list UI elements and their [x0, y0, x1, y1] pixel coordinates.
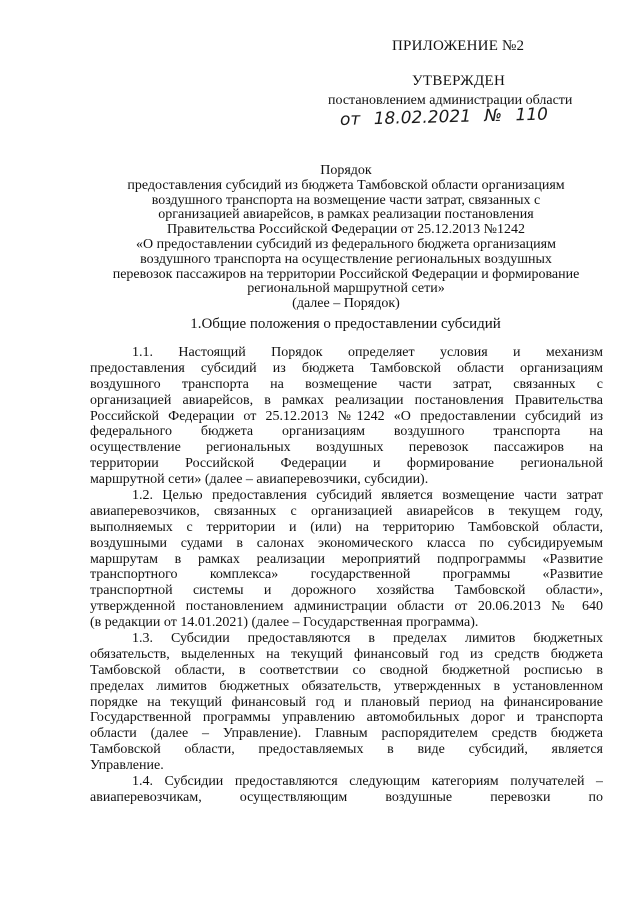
- paragraph-1-2: [90, 488, 603, 631]
- text-line: порядке на текущий финансовый год и плановый период на финансирование: [90, 694, 603, 710]
- title-line: Порядок: [320, 163, 372, 178]
- title-line: Правительства Российской Федерации от 25.12.2013 №1242: [166, 222, 525, 238]
- date-prefix: от: [339, 109, 361, 130]
- title-line: перевозок пассажиров на территории Российской Федерации и формирование: [112, 266, 580, 282]
- document-body: [90, 345, 603, 806]
- text-line: обязательств, выделенных на текущий финансовый год из средств бюджета: [90, 646, 603, 662]
- text-line: осуществление региональных воздушных перевозок пассажиров на: [90, 440, 603, 456]
- text-line: предоставления субсидий из бюджета Тамбовской области организациям: [90, 360, 603, 376]
- document-title: [86, 164, 606, 312]
- title-line: организацией авиарейсов, в рамках реализации постановления: [158, 207, 534, 223]
- text-line: Управление.: [90, 758, 164, 774]
- text-line: (в редакции от 14.01.2021) (далее – Государственная программа).: [90, 615, 479, 631]
- text-line: маршрутам в рамках реализации мероприятий подпрограммы «Развитие: [90, 551, 603, 567]
- text-line: авиаперевозчиков, связанных с организацией авиарейсов в текущем году,: [90, 503, 603, 519]
- title-line: «О предоставлении субсидий из федерального бюджета организациям: [136, 236, 556, 252]
- text-line: Российской Федерации от 25.12.2013 №1242 «О предоставлении субсидий из: [90, 408, 603, 424]
- text-line: авиаперевозчикам, осуществляющим воздушные перевозки по: [90, 789, 603, 805]
- annex-label: ПРИЛОЖЕНИЕ №2: [392, 38, 525, 54]
- decree-number: 110: [515, 104, 549, 126]
- text-line: организацией авиарейсов, в рамках реализации постановления Правительства: [90, 392, 603, 408]
- paragraph-1-3: [90, 631, 603, 774]
- text-line: 1.2. Целью предоставления субсидий является возмещение части затрат: [132, 488, 603, 504]
- text-line: 1.3. Субсидии предоставляются в пределах лимитов бюджетных: [132, 631, 603, 647]
- text-line: Государственной программы управлению автомобильных дорог и транспорта: [90, 710, 603, 726]
- text-line: Тамбовской области, предоставляемых в виде субсидий, является: [90, 742, 603, 758]
- number-prefix: №: [484, 105, 503, 127]
- text-line: воздушного транспорта на возмещение части затрат, связанных с: [90, 376, 603, 392]
- section-heading: 1.Общие положения о предоставлении субсидий: [190, 316, 501, 332]
- text-line: территории Российской Федерации и формирование региональной: [90, 456, 603, 472]
- text-line: транспортного комплекса» государственной программы «Развитие: [90, 567, 603, 583]
- text-line: Тамбовской области, в соответствии со сводной бюджетной росписью в: [90, 662, 603, 678]
- text-line: воздушными судами в салонах экономического класса по субсидируемым: [90, 535, 603, 551]
- text-line: области (далее – Управление). Главным распорядителем средств бюджета: [90, 726, 603, 742]
- text-line: выполняемых с территории и (или) на территорию Тамбовской области,: [90, 519, 603, 535]
- title-line: региональной маршрутной сети»: [247, 281, 445, 297]
- text-line: 1.4. Субсидии предоставляются следующим категориям получателей –: [132, 774, 603, 790]
- approved-label: УТВЕРЖДЕН: [412, 73, 506, 89]
- title-line: предоставления субсидий из бюджета Тамбовской области организациям: [127, 177, 565, 193]
- text-line: маршрутной сети» (далее – авиаперевозчики, субсидии).: [90, 472, 429, 488]
- title-line: воздушного транспорта на возмещение части затрат, связанных с: [151, 192, 541, 208]
- paragraph-1-1: [90, 345, 603, 488]
- decree-date: 18.02.2021: [373, 106, 472, 130]
- title-line: (далее – Порядок): [292, 296, 400, 312]
- paragraph-1-4: [90, 774, 603, 806]
- text-line: транспортной системы и дорожного хозяйства Тамбовской области»,: [90, 583, 603, 599]
- text-line: утвержденной постановлением администрации области от 20.06.2013 № 640: [90, 599, 603, 615]
- handwritten-date-number: [340, 104, 556, 130]
- decree-label: постановлением администрации области: [328, 93, 573, 108]
- title-line: воздушного транспорта на осуществление региональных воздушных: [140, 251, 552, 267]
- text-line: пределах лимитов бюджетных обязательств, утвержденных в установленном: [90, 678, 603, 694]
- text-line: федерального бюджета организациям воздушного транспорта на: [90, 424, 603, 440]
- text-line: 1.1. Настоящий Порядок определяет условия и механизм: [132, 345, 603, 360]
